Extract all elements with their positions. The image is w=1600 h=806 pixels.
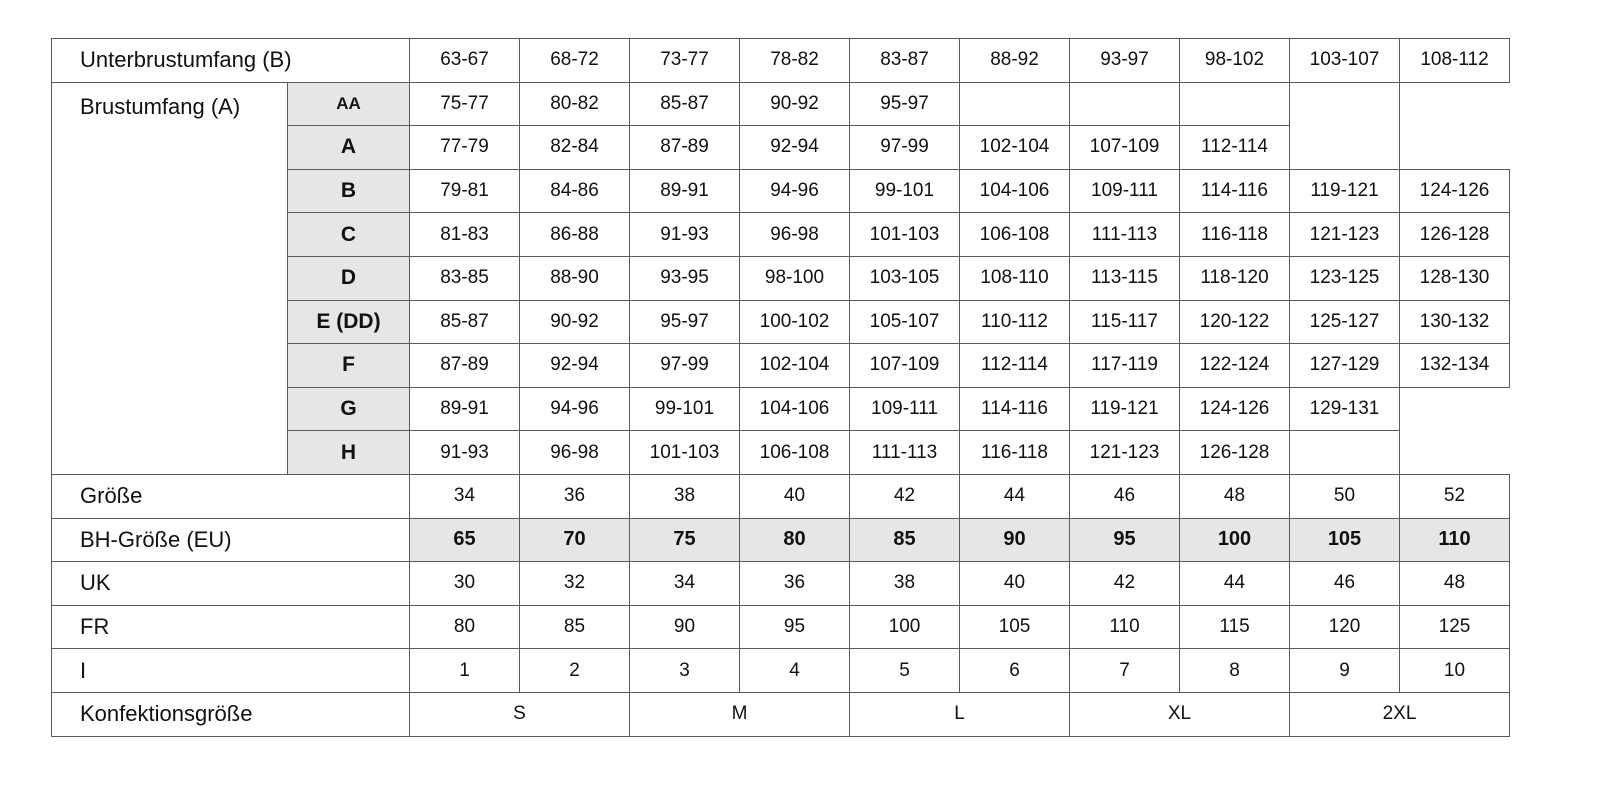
bust-value: 102-104 <box>960 126 1070 170</box>
bust-value: 104-106 <box>740 387 850 431</box>
empty-cell <box>1400 126 1510 170</box>
uk-value: 42 <box>1070 562 1180 606</box>
bust-value: 94-96 <box>740 169 850 213</box>
bh-eu-value: 100 <box>1180 518 1290 562</box>
bust-value: 120-122 <box>1180 300 1290 344</box>
it-label: I <box>52 649 410 693</box>
bust-value: 89-91 <box>410 387 520 431</box>
bh-eu-value: 110 <box>1400 518 1510 562</box>
underbust-value: 108-112 <box>1400 39 1510 83</box>
empty-cell <box>960 82 1070 126</box>
cup-label: H <box>288 431 410 475</box>
cup-label: G <box>288 387 410 431</box>
underbust-value: 63-67 <box>410 39 520 83</box>
uk-value: 38 <box>850 562 960 606</box>
bh-eu-value: 80 <box>740 518 850 562</box>
fr-value: 105 <box>960 605 1070 649</box>
bust-value: 77-79 <box>410 126 520 170</box>
bust-value: 106-108 <box>740 431 850 475</box>
bra-size-chart <box>51 38 1510 737</box>
bust-value: 126-128 <box>1400 213 1510 257</box>
empty-cell <box>1400 82 1510 126</box>
bh-eu-value: 70 <box>520 518 630 562</box>
bust-value: 112-114 <box>960 344 1070 388</box>
underbust-value: 103-107 <box>1290 39 1400 83</box>
fr-value: 100 <box>850 605 960 649</box>
bust-value: 83-85 <box>410 256 520 300</box>
bust-value: 111-113 <box>850 431 960 475</box>
uk-value: 48 <box>1400 562 1510 606</box>
cup-label: AA <box>288 82 410 126</box>
bust-value: 96-98 <box>520 431 630 475</box>
bust-value: 114-116 <box>960 387 1070 431</box>
bust-value: 99-101 <box>850 169 960 213</box>
bust-value: 91-93 <box>410 431 520 475</box>
empty-cell <box>1070 82 1180 126</box>
table-row-groesse <box>52 474 1510 518</box>
underbust-label: Unterbrustumfang (B) <box>52 39 410 83</box>
bust-value: 123-125 <box>1290 256 1400 300</box>
it-value: 5 <box>850 649 960 693</box>
it-value: 3 <box>630 649 740 693</box>
fr-label: FR <box>52 605 410 649</box>
bust-value: 109-111 <box>850 387 960 431</box>
fr-value: 90 <box>630 605 740 649</box>
bust-value: 93-95 <box>630 256 740 300</box>
bh-eu-value: 65 <box>410 518 520 562</box>
groesse-value: 36 <box>520 474 630 518</box>
it-value: 9 <box>1290 649 1400 693</box>
bust-value: 119-121 <box>1290 169 1400 213</box>
bust-value: 102-104 <box>740 344 850 388</box>
bust-value: 111-113 <box>1070 213 1180 257</box>
underbust-value: 98-102 <box>1180 39 1290 83</box>
table-row-konfektion <box>52 692 1510 736</box>
uk-value: 44 <box>1180 562 1290 606</box>
bust-value: 95-97 <box>630 300 740 344</box>
underbust-value: 93-97 <box>1070 39 1180 83</box>
bust-value: 122-124 <box>1180 344 1290 388</box>
bust-value: 116-118 <box>1180 213 1290 257</box>
bust-value: 104-106 <box>960 169 1070 213</box>
cup-label: B <box>288 169 410 213</box>
groesse-value: 50 <box>1290 474 1400 518</box>
konfektion-value: L <box>850 692 1070 736</box>
bust-value: 118-120 <box>1180 256 1290 300</box>
cup-label: C <box>288 213 410 257</box>
bust-value: 129-131 <box>1290 387 1400 431</box>
bust-value: 85-87 <box>630 82 740 126</box>
uk-value: 32 <box>520 562 630 606</box>
groesse-value: 44 <box>960 474 1070 518</box>
konfektion-value: M <box>630 692 850 736</box>
bust-value: 89-91 <box>630 169 740 213</box>
fr-value: 80 <box>410 605 520 649</box>
empty-cell <box>1400 431 1510 475</box>
empty-cell <box>1400 387 1510 431</box>
fr-value: 125 <box>1400 605 1510 649</box>
bust-label: Brustumfang (A) <box>52 82 288 474</box>
groesse-value: 46 <box>1070 474 1180 518</box>
bust-value: 117-119 <box>1070 344 1180 388</box>
bust-value: 81-83 <box>410 213 520 257</box>
bust-value: 75-77 <box>410 82 520 126</box>
bust-value: 113-115 <box>1070 256 1180 300</box>
bust-value: 84-86 <box>520 169 630 213</box>
groesse-value: 38 <box>630 474 740 518</box>
konfektion-label: Konfektionsgröße <box>52 692 410 736</box>
uk-value: 40 <box>960 562 1070 606</box>
it-value: 1 <box>410 649 520 693</box>
konfektion-value: 2XL <box>1290 692 1510 736</box>
bust-value: 87-89 <box>630 126 740 170</box>
underbust-value: 78-82 <box>740 39 850 83</box>
bust-value: 101-103 <box>850 213 960 257</box>
bust-value: 128-130 <box>1400 256 1510 300</box>
bust-value: 98-100 <box>740 256 850 300</box>
bust-value: 107-109 <box>850 344 960 388</box>
bust-value: 82-84 <box>520 126 630 170</box>
underbust-value: 68-72 <box>520 39 630 83</box>
cup-label: F <box>288 344 410 388</box>
bust-value: 101-103 <box>630 431 740 475</box>
bust-value: 124-126 <box>1400 169 1510 213</box>
fr-value: 95 <box>740 605 850 649</box>
it-value: 10 <box>1400 649 1510 693</box>
bust-value: 91-93 <box>630 213 740 257</box>
cup-label: E (DD) <box>288 300 410 344</box>
table-row-bh-eu <box>52 518 1510 562</box>
it-value: 8 <box>1180 649 1290 693</box>
bust-value: 132-134 <box>1400 344 1510 388</box>
empty-cell <box>1290 431 1400 475</box>
bust-value: 110-112 <box>960 300 1070 344</box>
bust-value: 114-116 <box>1180 169 1290 213</box>
it-value: 4 <box>740 649 850 693</box>
bust-value: 115-117 <box>1070 300 1180 344</box>
bust-value: 100-102 <box>740 300 850 344</box>
bust-value: 105-107 <box>850 300 960 344</box>
cup-label: A <box>288 126 410 170</box>
empty-cell <box>1290 82 1400 126</box>
cup-label: D <box>288 256 410 300</box>
bh-eu-value: 105 <box>1290 518 1400 562</box>
bust-value: 125-127 <box>1290 300 1400 344</box>
uk-value: 34 <box>630 562 740 606</box>
table-row-underbust <box>52 39 1510 83</box>
bust-value: 106-108 <box>960 213 1070 257</box>
uk-label: UK <box>52 562 410 606</box>
bh-eu-value: 95 <box>1070 518 1180 562</box>
table-row-cup <box>52 82 1510 126</box>
it-value: 7 <box>1070 649 1180 693</box>
bust-value: 108-110 <box>960 256 1070 300</box>
fr-value: 120 <box>1290 605 1400 649</box>
bust-value: 92-94 <box>520 344 630 388</box>
bust-value: 94-96 <box>520 387 630 431</box>
underbust-value: 73-77 <box>630 39 740 83</box>
bh-eu-value: 85 <box>850 518 960 562</box>
bust-value: 90-92 <box>520 300 630 344</box>
bust-value: 103-105 <box>850 256 960 300</box>
bust-value: 88-90 <box>520 256 630 300</box>
bust-value: 97-99 <box>850 126 960 170</box>
bust-value: 86-88 <box>520 213 630 257</box>
konfektion-value: XL <box>1070 692 1290 736</box>
underbust-value: 88-92 <box>960 39 1070 83</box>
konfektion-value: S <box>410 692 630 736</box>
bust-value: 92-94 <box>740 126 850 170</box>
uk-value: 46 <box>1290 562 1400 606</box>
bh-eu-value: 90 <box>960 518 1070 562</box>
bust-value: 121-123 <box>1290 213 1400 257</box>
bust-value: 116-118 <box>960 431 1070 475</box>
bust-value: 79-81 <box>410 169 520 213</box>
groesse-value: 52 <box>1400 474 1510 518</box>
bust-value: 112-114 <box>1180 126 1290 170</box>
bh-eu-value: 75 <box>630 518 740 562</box>
groesse-value: 40 <box>740 474 850 518</box>
bust-value: 85-87 <box>410 300 520 344</box>
bust-value: 99-101 <box>630 387 740 431</box>
underbust-value: 83-87 <box>850 39 960 83</box>
empty-cell <box>1180 82 1290 126</box>
groesse-label: Größe <box>52 474 410 518</box>
fr-value: 85 <box>520 605 630 649</box>
bust-value: 90-92 <box>740 82 850 126</box>
empty-cell <box>1290 126 1400 170</box>
fr-value: 115 <box>1180 605 1290 649</box>
table-row-it <box>52 649 1510 693</box>
bust-value: 127-129 <box>1290 344 1400 388</box>
bust-value: 107-109 <box>1070 126 1180 170</box>
uk-value: 30 <box>410 562 520 606</box>
bust-value: 109-111 <box>1070 169 1180 213</box>
bust-value: 80-82 <box>520 82 630 126</box>
bust-value: 119-121 <box>1070 387 1180 431</box>
fr-value: 110 <box>1070 605 1180 649</box>
bust-value: 97-99 <box>630 344 740 388</box>
table-row-uk <box>52 562 1510 606</box>
bust-value: 121-123 <box>1070 431 1180 475</box>
uk-value: 36 <box>740 562 850 606</box>
groesse-value: 42 <box>850 474 960 518</box>
groesse-value: 34 <box>410 474 520 518</box>
bust-value: 87-89 <box>410 344 520 388</box>
groesse-value: 48 <box>1180 474 1290 518</box>
bust-value: 126-128 <box>1180 431 1290 475</box>
bust-value: 96-98 <box>740 213 850 257</box>
bust-value: 124-126 <box>1180 387 1290 431</box>
table-row-fr <box>52 605 1510 649</box>
it-value: 2 <box>520 649 630 693</box>
bust-value: 130-132 <box>1400 300 1510 344</box>
bh-eu-label: BH-Größe (EU) <box>52 518 410 562</box>
it-value: 6 <box>960 649 1070 693</box>
bust-value: 95-97 <box>850 82 960 126</box>
